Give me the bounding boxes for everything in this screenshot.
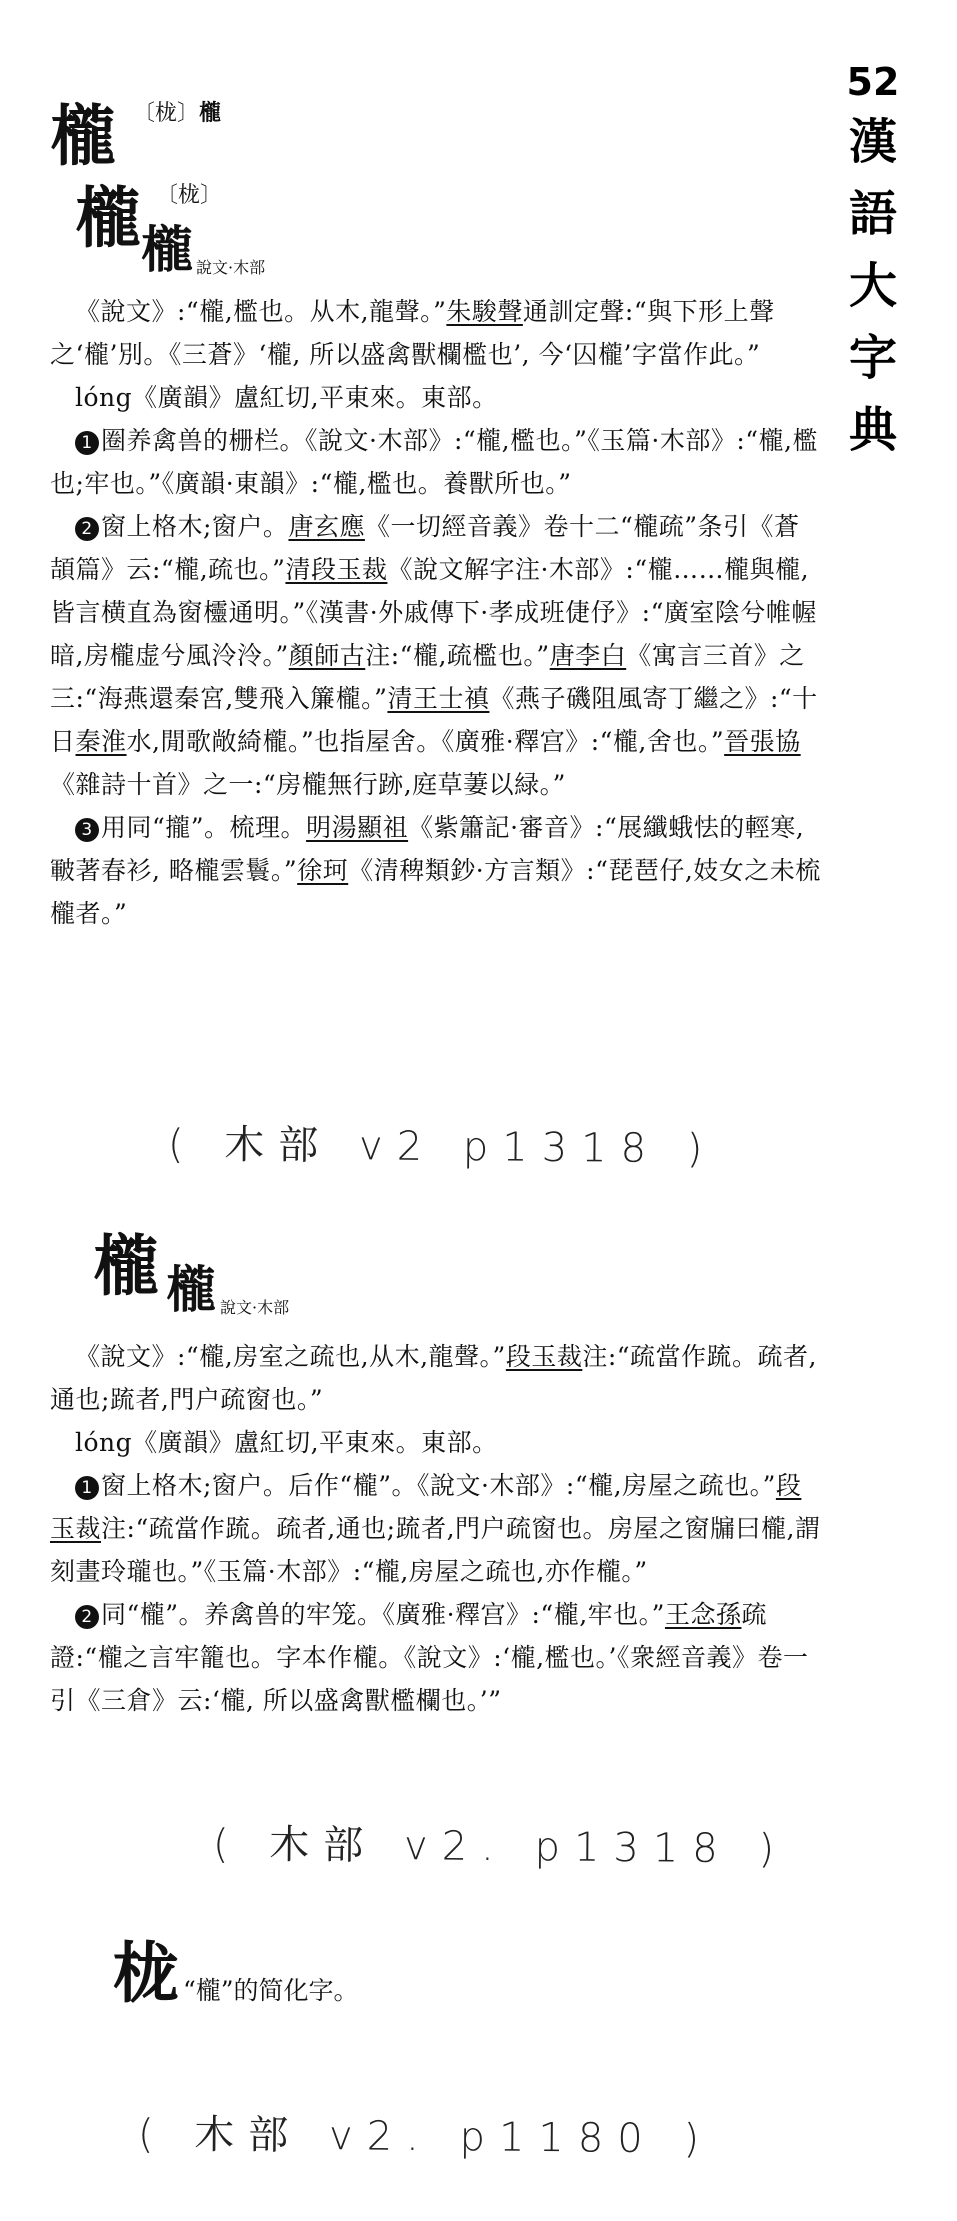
entry1-seal-source: [142, 222, 265, 278]
sense-number: 1: [75, 1476, 99, 1500]
person-name: 晉張協: [724, 727, 801, 756]
person-name: 清段玉裁: [285, 555, 388, 584]
origin-paragraph: 《說文》:“櫳,房室之疏也,从木,龍聲。”段玉裁注:“疏當作䟽。疏者,通也;䟽者,門户疏窗也。”: [50, 1342, 817, 1414]
sense-number: 1: [75, 431, 99, 455]
headword-char: 櫳: [50, 97, 116, 175]
title-char: 典: [848, 402, 897, 458]
sense-1: 1 窗上格木;窗户。后作“櫳”。《說文·木部》:“櫳,房屋之疏也。”段玉裁注:“疏當作䟽。疏者,通也;䟽者,門户疏窗也。房屋之窗牖曰櫳,謂刻畫玲瓏也。”《玉篇·木部》:“櫳,房屋之疏也,亦作櫳。”: [50, 1471, 821, 1586]
sense-number: 2: [75, 517, 99, 541]
sense-number: 2: [75, 1605, 99, 1629]
person-name: 明湯顯祖: [306, 813, 409, 842]
headword-char: 櫳: [75, 179, 141, 257]
sense-2: 2 同“櫳”。养禽兽的牢笼。《廣雅·釋宫》:“櫳,牢也。”王念孫疏證:“櫳之言牢籠也。字本作櫳。《說文》:‘櫳,檻也。’《衆經音義》卷一引《三倉》云:‘櫳, 所以盛禽獸檻欄也。’”: [50, 1600, 809, 1715]
title-char: 大: [848, 258, 897, 314]
seal-script-glyph: 櫳: [166, 1260, 216, 1319]
cross-ref-char: 櫳: [199, 100, 222, 126]
pronunciation: lóng《廣韻》盧紅切,平東來。東部。: [75, 383, 498, 412]
entry3-line: [113, 1935, 359, 2011]
handwritten-page-note: ( 木部 v2. p1318 ): [212, 1821, 789, 1873]
person-name: 徐珂: [297, 856, 349, 885]
entry1-headword-repeat: [75, 180, 141, 256]
volume-number: 52: [846, 60, 900, 104]
title-char: 語: [848, 186, 897, 242]
simplified-variant: 〔栊〕: [133, 101, 200, 126]
entry1-headword: [50, 98, 116, 174]
source-label: 說文·木部: [196, 258, 266, 277]
pronunciation: lóng《廣韻》盧紅切,平東來。東部。: [75, 1428, 498, 1457]
entry2-seal-source: [166, 1262, 289, 1318]
person-name: 王念孫: [664, 1600, 742, 1629]
sense-1: 1 圈养禽兽的栅栏。《說文·木部》:“櫳,檻也。”《玉篇·木部》:“櫳,檻也;牢也。”《廣韻·東韻》:“櫳,檻也。養獸所也。”: [50, 426, 818, 498]
person-name: 段玉裁: [50, 1471, 802, 1543]
entry2-body: [50, 1335, 822, 1722]
person-name: 朱駿聲: [446, 297, 523, 326]
sense-2: 2 窗上格木;窗户。唐玄應《一切經音義》卷十二“櫳疏”条引《蒼頡篇》云:“櫳,疏也。”清段玉裁《說文解字注·木部》:“櫳……櫳與櫳,皆言横直為窗欞通明。”《漢書·外戚傳下·孝成班倢伃》:“廣室陰兮帷幄暗,房櫳虚兮風泠泠。”顏師古注:“櫳,疏檻也。”唐李白《寓言三首》之三:“海燕還秦宮,雙飛入簾櫳。”清王士禛《燕子磯阻風寄丁繼之》:“十日秦淮水,閒歌敞綺櫳。”也指屋舍。《廣雅·釋宫》:“櫳,舍也。”晉張協《雜詩十首》之一:“房櫳無行跡,庭草萋以緑。”: [50, 512, 818, 799]
headword-char: 櫳: [93, 1227, 159, 1305]
headword-char: 栊: [113, 1934, 179, 2012]
sense-number: 3: [75, 818, 99, 842]
origin-paragraph: 《說文》:“櫳,檻也。从木,龍聲。”朱駿聲通訓定聲:“與下形上聲之‘櫳’別。《三蒼》‘櫳, 所以盛禽獸欄檻也’, 今‘囚櫳’字當作此。”: [50, 297, 775, 369]
person-name: 顏師古: [288, 641, 366, 670]
entry1-variant-ref: [133, 100, 221, 127]
handwritten-page-note: ( 木部 v2. p1180 ): [137, 2111, 714, 2163]
person-name: 清王士禛: [387, 684, 490, 713]
simplified-variant: 〔栊〕: [156, 183, 223, 208]
handwritten-page-note: ( 木部 v2 p1318 ): [167, 1121, 717, 1173]
entry1-body: [50, 290, 822, 935]
sense-3: 3 用同“攏”。梳理。明湯顯祖《紫簫記·審音》:“展纖蛾怯的輕寒,皸著春衫, 略櫳雲鬟。”徐珂《清稗類鈔·方言類》:“琵琶仔,妓女之未梳櫳者。”: [50, 813, 821, 928]
seal-script-glyph: 櫳: [140, 220, 194, 279]
person-name: 唐玄應: [288, 512, 365, 541]
title-char: 字: [848, 330, 897, 386]
source-label: 說文·木部: [220, 1298, 290, 1317]
title-char: 漢: [848, 114, 897, 170]
entry2-headword: [93, 1228, 159, 1304]
person-name: 唐李白: [549, 641, 627, 670]
person-name: 段玉裁: [505, 1342, 583, 1371]
simplified-note: “櫳”的简化字。: [183, 1976, 359, 2005]
entry1-variant: [156, 183, 222, 209]
dictionary-title: [838, 58, 908, 466]
place-name: 秦淮: [75, 727, 127, 756]
